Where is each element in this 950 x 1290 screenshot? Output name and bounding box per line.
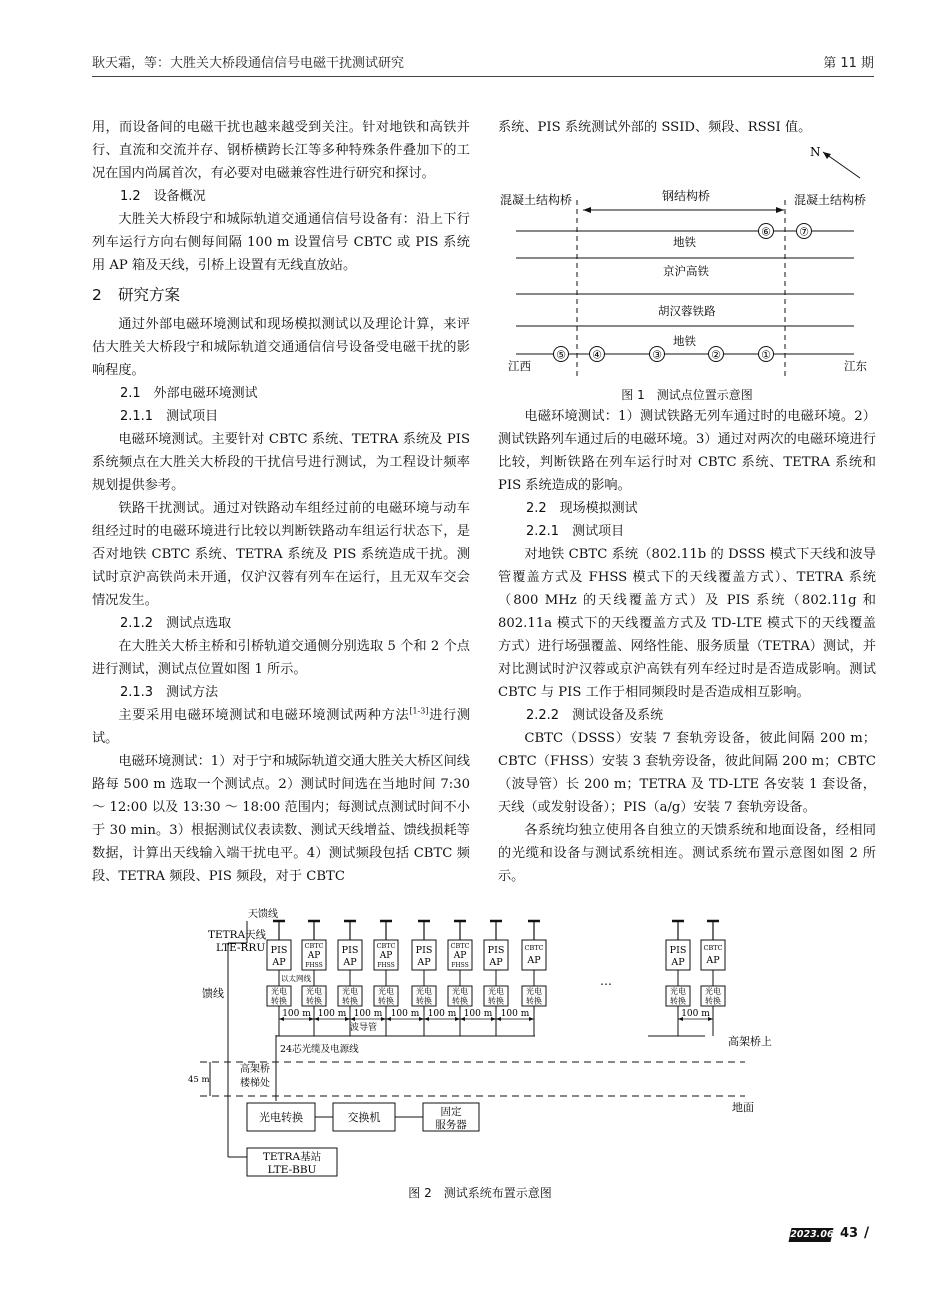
issue-number: 第 11 期 [823, 56, 874, 71]
east-label: 江东 [844, 359, 867, 373]
converter-label: 转换 [452, 996, 468, 1006]
distance-label: 100 m [463, 1009, 493, 1019]
ap-label: AP [417, 957, 431, 968]
section-heading: 2.2 现场模拟测试 [526, 501, 638, 516]
span-arrow-right [776, 207, 784, 213]
track-label: 地铁 [673, 334, 696, 348]
converter-label: 转换 [670, 996, 686, 1006]
ap-label: PIS [341, 945, 359, 956]
section-title: 研究方案 [118, 286, 181, 304]
test-point-label: ④ [592, 348, 602, 362]
converter-label: 转换 [416, 996, 432, 1006]
ap-label: CBTC [524, 944, 544, 952]
feeder-top-label: 天馈线 [248, 909, 278, 920]
distance-label: 100 m [282, 1009, 311, 1019]
citation-ref[interactable]: [1-3] [409, 706, 429, 716]
converter-label: 光电 [416, 987, 432, 996]
ap-label: AP [453, 951, 467, 961]
test-point-label: ⑥ [761, 225, 771, 239]
running-title: 耿天霜，等：大胜关大桥段通信信号电磁干扰测试研究 [92, 56, 405, 71]
converter-label: 光电 [452, 987, 468, 996]
box-label: LTE-BBU [267, 1164, 317, 1176]
paragraph: 对地铁 CBTC 系统（802.11b 的 DSSS 模式下天线和波导管覆盖方式及 FHSS 模式下的天线覆盖方式）、TETRA 系统（800 MHz 的天线覆盖方式）及 PIS 系统（802.11g 和 802.11a 模式下的天线覆盖方式及 TD-LTE 模式下的天线覆盖方式）进行场强覆盖、网络性能、服务质量（TETRA）测试，并对比测试时沪汉蓉或京沪高铁有列车经过时是否造成影响。测试 CBTC 与 PIS 工作于相同频段时是否造成相互影响。 [498, 547, 876, 700]
right-column [498, 116, 876, 139]
ap-label: AP [527, 955, 541, 966]
slash-mark: / [864, 1225, 870, 1241]
ethernet-label: 以太网线 [281, 974, 311, 983]
ap-label: PIS [487, 945, 505, 956]
tetra-antenna-label: TETRA天线 [208, 929, 267, 941]
stair-label-1: 高架桥 [240, 1064, 270, 1075]
figure-1-diagram [498, 142, 878, 404]
text-run: 主要采用电磁环境测试和电磁环境测试两种方法 [118, 708, 410, 723]
paragraph: 电磁环境测试：1）对于宁和城际轨道交通大胜关大桥区间线路每 500 m 选取一个测试点。2）测试时间选在当地时间 7:30 ～ 12:00 以及 13:30 ～ 18:00 范围内；每测试点测试时间不小于 30 min。3）根据测试仪表读数、测试天线增益、馈线损耗等数据，计算出天线输入端干扰电平。4）测试频段包括 CBTC 频段、TETRA 频段、PIS 频段，对于 CBTC [92, 754, 470, 884]
subsection-heading: 2.1.3 测试方法 [120, 685, 219, 700]
ap-label: CBTC [450, 942, 470, 950]
ap-label: CBTC [703, 944, 723, 952]
issue-date-badge: 2023.06 [788, 1229, 835, 1240]
device-group [267, 921, 725, 1036]
distance-label: 100 m [427, 1009, 457, 1019]
test-point-label: ⑦ [799, 225, 809, 239]
subsection-heading: 2.1.2 测试点选取 [120, 616, 232, 631]
test-point-label: ⑤ [556, 348, 566, 362]
paragraph: 大胜关大桥段宁和城际轨道交通通信信号设备有：沿上下行列车运行方向右侧每间隔 100 m 设置信号 CBTC 或 PIS 系统用 AP 箱及天线，引桥上设置有无线直放站。 [92, 212, 470, 273]
right-bridge-label: 混凝土结构桥 [794, 193, 867, 207]
ap-label: CBTC [304, 942, 324, 950]
ap-label: AP [343, 957, 357, 968]
height-label: 45 m [188, 1075, 210, 1085]
waveguide-label: 波导管 [350, 1023, 378, 1033]
distance-arrow-head [529, 1017, 534, 1021]
paragraph: 铁路干扰测试。通过对铁路动车组经过前的电磁环境与动车组经过时的电磁环境进行比较以判断铁路动车组运行状态下，是否对地铁 CBTC 系统、TETRA 系统及 PIS 系统造成干扰。测试时京沪高铁尚未开通，仅沪汉蓉有列车在运行，且无双车交会情况发生。 [92, 501, 470, 608]
converter-label: 光电 [271, 987, 287, 996]
test-point-label: ② [711, 348, 721, 362]
converter-label: 光电 [378, 987, 394, 996]
subsection-heading: 2.2.1 测试项目 [526, 524, 625, 539]
section-heading-main [92, 283, 470, 307]
section-heading: 1.2 设备概况 [120, 189, 206, 204]
stair-label-2: 楼梯处 [240, 1078, 270, 1089]
box-label: 服务器 [435, 1119, 467, 1131]
paragraph: 在大胜关大桥主桥和引桥轨道交通侧分别选取 5 个和 2 个点进行测试，测试点位置如图 1 所示。 [92, 639, 470, 677]
converter-label: 转换 [342, 996, 358, 1006]
paragraph: 电磁环境测试：1）测试铁路无列车通过时的电磁环境。2）测试铁路列车通过后的电磁环境。3）通过对两次的电磁环境进行比较，判断铁路在列车运行时对 CBTC 系统、TETRA 系统和 PIS 系统造成的影响。 [498, 409, 876, 493]
converter-label: 光电 [488, 987, 504, 996]
box-label: 光电转换 [259, 1111, 303, 1124]
ground-label: 地面 [732, 1101, 754, 1114]
test-point-label: ③ [652, 348, 662, 362]
distance-arrow-head [419, 1017, 424, 1021]
ap-label: FHSS [305, 962, 323, 969]
track-label: 京沪高铁 [663, 264, 709, 278]
ellipsis: … [600, 974, 612, 988]
track-label: 胡汉蓉铁路 [658, 304, 716, 318]
converter-label: 转换 [378, 996, 394, 1006]
ap-label: AP [379, 951, 393, 961]
converter-label: 光电 [342, 987, 358, 996]
fiber-label: 24芯光缆及电源线 [280, 1044, 359, 1055]
box-label: 固定 [440, 1106, 462, 1118]
subsection-heading: 2.1.1 测试项目 [120, 409, 219, 424]
converter-label: 转换 [705, 996, 721, 1006]
right-column-lower [498, 405, 876, 888]
paragraph: 各系统均独立使用各自独立的天馈系统和地面设备，经相同的光缆和设备与测试系统相连。测试系统布置示意图如图 2 所示。 [498, 823, 876, 884]
ap-label: PIS [415, 945, 433, 956]
distance-label: 100 m [390, 1009, 420, 1019]
converter-label: 转换 [306, 996, 322, 1006]
distance-label: 100 m [500, 1009, 530, 1019]
converter-label: 转换 [271, 996, 287, 1006]
paragraph: 通过外部电磁环境测试和现场模拟测试以及理论计算，来评估大胜关大桥段宁和城际轨道交通通信信号设备受电磁干扰的影响程度。 [92, 317, 470, 378]
subsection-heading: 2.2.2 测试设备及系统 [526, 708, 664, 723]
converter-label: 转换 [488, 996, 504, 1006]
ap-label: AP [272, 957, 286, 968]
ap-label: AP [307, 951, 321, 961]
viaduct-top-label: 高架桥上 [728, 1035, 772, 1048]
converter-label: 光电 [306, 987, 322, 996]
distance-label: 100 m [681, 1009, 710, 1019]
figure-2-diagram [180, 905, 780, 1180]
section-number: 2 [92, 286, 102, 304]
north-arrow-head [823, 152, 831, 159]
left-bridge-label: 混凝土结构桥 [500, 193, 573, 207]
north-label: N [810, 145, 821, 159]
page-number: 43 [840, 1226, 859, 1241]
figure-1-caption: 图 1 测试点位置示意图 [621, 388, 753, 402]
ap-label: FHSS [451, 962, 469, 969]
test-point-label: ① [761, 348, 771, 362]
west-label: 江西 [508, 359, 531, 373]
mid-bridge-label: 钢结构桥 [662, 189, 711, 203]
paragraph: CBTC（DSSS）安装 7 套轨旁设备，彼此间隔 200 m；CBTC（FHSS）安装 3 套轨旁设备，彼此间隔 200 m；CBTC（波导管）长 200 m；TETRA 及 TD-LTE 各安装 1 套设备，天线（或发射设备）；PIS（a/g）安装 7 套轨旁设备。 [498, 731, 876, 815]
figure-2-caption: 图 2 测试系统布置示意图 [408, 1186, 552, 1200]
box-label: TETRA基站 [262, 1151, 322, 1163]
track-label: 地铁 [673, 235, 696, 249]
ap-label: AP [489, 957, 503, 968]
ap-label: PIS [270, 945, 288, 956]
ap-label: CBTC [376, 942, 396, 950]
section-heading: 2.1 外部电磁环境测试 [120, 386, 258, 401]
converter-label: 转换 [526, 996, 542, 1006]
distance-label: 100 m [317, 1009, 347, 1019]
distance-label: 100 m [353, 1009, 383, 1019]
box-label: 交换机 [347, 1111, 381, 1124]
converter-label: 光电 [670, 987, 686, 996]
ap-label: AP [706, 955, 720, 966]
span-arrow-left [583, 207, 591, 213]
paragraph: 系统、PIS 系统测试外部的 SSID、频段、RSSI 值。 [498, 120, 812, 135]
ap-label: AP [671, 957, 685, 968]
converter-label: 光电 [705, 987, 721, 996]
paragraph [92, 704, 470, 750]
feeder-label: 馈线 [202, 987, 224, 1000]
converter-label: 光电 [526, 987, 542, 996]
paragraph: 用，而设备间的电磁干扰也越来越受到关注。针对地铁和高铁并行、直流和交流并存、钢桥横跨长江等多种特殊条件叠加下的工况在国内尚属首次，有必要对电磁兼容性进行研究和探讨。 [92, 120, 470, 181]
text-run: 进行测试。 [92, 708, 471, 746]
ap-label: FHSS [377, 962, 395, 969]
paragraph: 电磁环境测试。主要针对 CBTC 系统、TETRA 系统及 PIS 系统频点在大胜关大桥段的干扰信号进行测试，为工程设计频率规划提供参考。 [92, 432, 470, 493]
left-column [92, 116, 470, 888]
header-divider [92, 76, 874, 77]
lte-rru-label: LTE-RRU [216, 942, 266, 954]
ap-label: PIS [669, 945, 687, 956]
